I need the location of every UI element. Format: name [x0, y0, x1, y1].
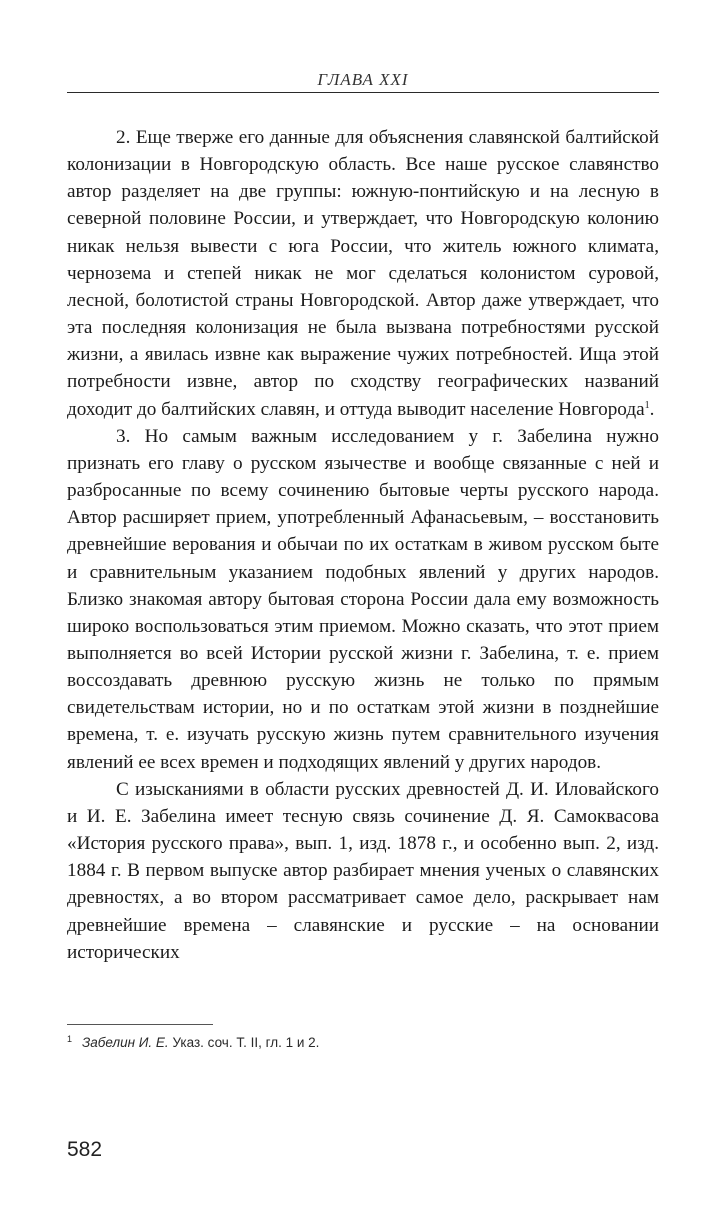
- footnote: [67, 1030, 659, 1052]
- footnote-mark: 1: [67, 1034, 73, 1044]
- main-text: [67, 124, 659, 966]
- footnote-text: Указ. соч. Т. II, гл. 1 и 2.: [172, 1035, 320, 1050]
- page-number: 582: [67, 1138, 103, 1161]
- paragraph-3: С изысканиями в области русских древностей Д. И. Иловайского и И. Е. Забелина имеет тесную связь сочинение Д. Я. Самоквасова «История русского права», вып. 1, изд. 1878 г., и особенно вып. 2, изд. 1884 г. В первом выпуске автор разбирает мнения ученых о славянских древностях, а во втором рассматривает самое дело, раскрывает нам древнейшие времена – славянские и русские – на основании исторических: [67, 778, 659, 963]
- paragraph-1-end: .: [649, 398, 655, 420]
- paragraph-1: [67, 124, 659, 423]
- paragraph-1-text: 2. Еще тверже его данные для объяснения славянской балтийской колонизации в Новгородскую область. Все наше русское славянство автор разделяет на две группы: южную-понтийскую и на лесную в северной половине России, и утверждает, что Новгородскую колонию никак нельзя вывести с юга России, что житель южного климата, чернозема и степей никак не мог сделаться колонистом суровой, лесной, болотистой страны Новгородской. Автор даже утверждает, что эта последняя колонизация не была вызвана потребностями русской жизни, а явилась извне как выражение чужих потребностей. Ища этой потребности извне, автор по сходству географических названий доходит до балтийских славян, и оттуда выводит население Новгорода: [67, 127, 659, 420]
- footnote-author: Забелин И. Е.: [82, 1035, 169, 1050]
- footnote-rule: [67, 1024, 213, 1025]
- footnote-ref[interactable]: 1: [644, 399, 650, 411]
- running-header: ГЛАВА XXI: [317, 70, 409, 89]
- header-rule: [67, 92, 659, 93]
- paragraph-2: 3. Но самым важным исследованием у г. Забелина нужно признать его главу о русском язычестве и вообще связанные с ней и разбросанные по всему сочинению бытовые черты русского народа. Автор расширяет прием, употребленный Афанасьевым, – восстановить древнейшие верования и обычаи по их остаткам в живом русском быте и сравнительным указанием подобных явлений у других народов. Близко знакомая автору бытовая сторона России дала ему возможность широко воспользоваться этим приемом. Можно сказать, что этот прием выполняется во всей Истории русской жизни г. Забелина, т. е. прием воссоздавать древнюю русскую жизнь не только по прямым свидетельствам истории, но и по остаткам этой жизни в позднейшие времена, т. е. изучать русскую жизнь путем сравнительного изучения явлений ее всех времен и подходящих явлений у других народов.: [67, 425, 659, 773]
